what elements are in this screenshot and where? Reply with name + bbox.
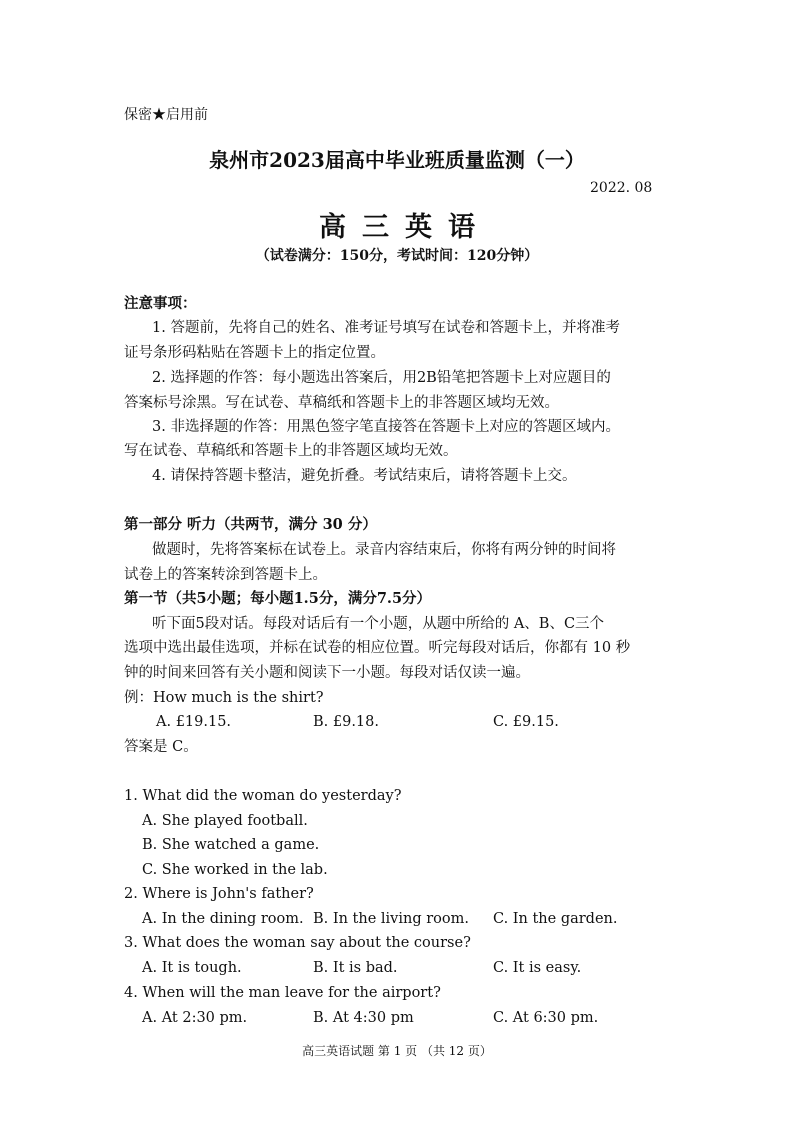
question-2: 2. Where is John's father? [124, 886, 314, 902]
section1-line-3: 钟的时间来回答有关小题和阅读下一小题。每段对话仅读一遍。 [124, 665, 530, 681]
question-3-option-c: C. It is easy. [493, 960, 582, 976]
question-1-option-b: B. She watched a game. [142, 837, 320, 853]
notice-item-3-line-2: 写在试卷、草稿纸和答题卡上的非答题区域均无效。 [124, 443, 458, 459]
question-2-option-c: C. In the garden. [493, 911, 618, 927]
question-3: 3. What does the woman say about the course? [124, 935, 471, 951]
subject-heading: 高三英语 [319, 212, 491, 243]
question-4: 4. When will the man leave for the airport? [124, 985, 441, 1001]
section1-line-1: 听下面5段对话。每段对话后有一个小题，从题中所给的 A、B、C三个 [152, 616, 605, 632]
notice-item-2-line-1: 2. 选择题的作答：每小题选出答案后，用2B铅笔把答题卡上对应题目的 [152, 370, 611, 386]
part1-intro-line-1: 做题时，先将答案标在试卷上。录音内容结束后，你将有两分钟的时间将 [152, 542, 616, 558]
question-3-option-b: B. It is bad. [313, 960, 398, 976]
question-4-option-b: B. At 4:30 pm [313, 1010, 414, 1026]
question-4-option-a: A. At 2:30 pm. [142, 1010, 248, 1026]
question-1: 1. What did the woman do yesterday? [124, 788, 402, 804]
score-info: （试卷满分：150分，考试时间：120分钟） [255, 248, 539, 264]
question-4-option-c: C. At 6:30 pm. [493, 1010, 599, 1026]
secrecy-label: 保密★启用前 [124, 107, 208, 123]
part1-intro-line-2: 试卷上的答案转涂到答题卡上。 [124, 567, 327, 583]
question-1-option-a: A. She played football. [142, 813, 308, 829]
exam-title: 泉州市2023届高中毕业班质量监测（一） [209, 148, 585, 172]
notice-item-3-line-1: 3. 非选择题的作答：用黑色签字笔直接答在答题卡上对应的答题区域内。 [152, 419, 620, 435]
question-1-option-c: C. She worked in the lab. [142, 862, 328, 878]
notice-item-1-line-1: 1. 答题前，先将自己的姓名、准考证号填写在试卷和答题卡上，并将准考 [152, 320, 620, 336]
notice-item-1-line-2: 证号条形码粘贴在答题卡上的指定位置。 [124, 345, 385, 361]
notice-heading: 注意事项： [124, 295, 197, 312]
notice-item-4: 4. 请保持答题卡整洁，避免折叠。考试结束后，请将答题卡上交。 [152, 468, 577, 484]
example-option-a: A. £19.15. [156, 714, 232, 730]
section1-heading: 第一节（共5小题；每小题1.5分，满分7.5分） [124, 590, 432, 607]
page-footer: 高三英语试题 第 1 页 （共 12 页） [302, 1044, 492, 1058]
question-2-option-b: B. In the living room. [313, 911, 469, 927]
part1-heading: 第一部分 听力（共两节，满分 30 分） [124, 516, 377, 533]
example-option-b: B. £9.18. [313, 714, 379, 730]
exam-date: 2022. 08 [590, 180, 653, 196]
question-3-option-a: A. It is tough. [142, 960, 242, 976]
example-answer: 答案是 C。 [124, 739, 198, 755]
question-2-option-a: A. In the dining room. [142, 911, 304, 927]
notice-item-2-line-2: 答案标号涂黑。写在试卷、草稿纸和答题卡上的非答题区域均无效。 [124, 395, 559, 411]
example-option-c: C. £9.15. [493, 714, 559, 730]
example-question: 例：How much is the shirt? [124, 690, 324, 706]
section1-line-2: 选项中选出最佳选项，并标在试卷的相应位置。听完每段对话后，你都有 10 秒 [124, 640, 631, 656]
